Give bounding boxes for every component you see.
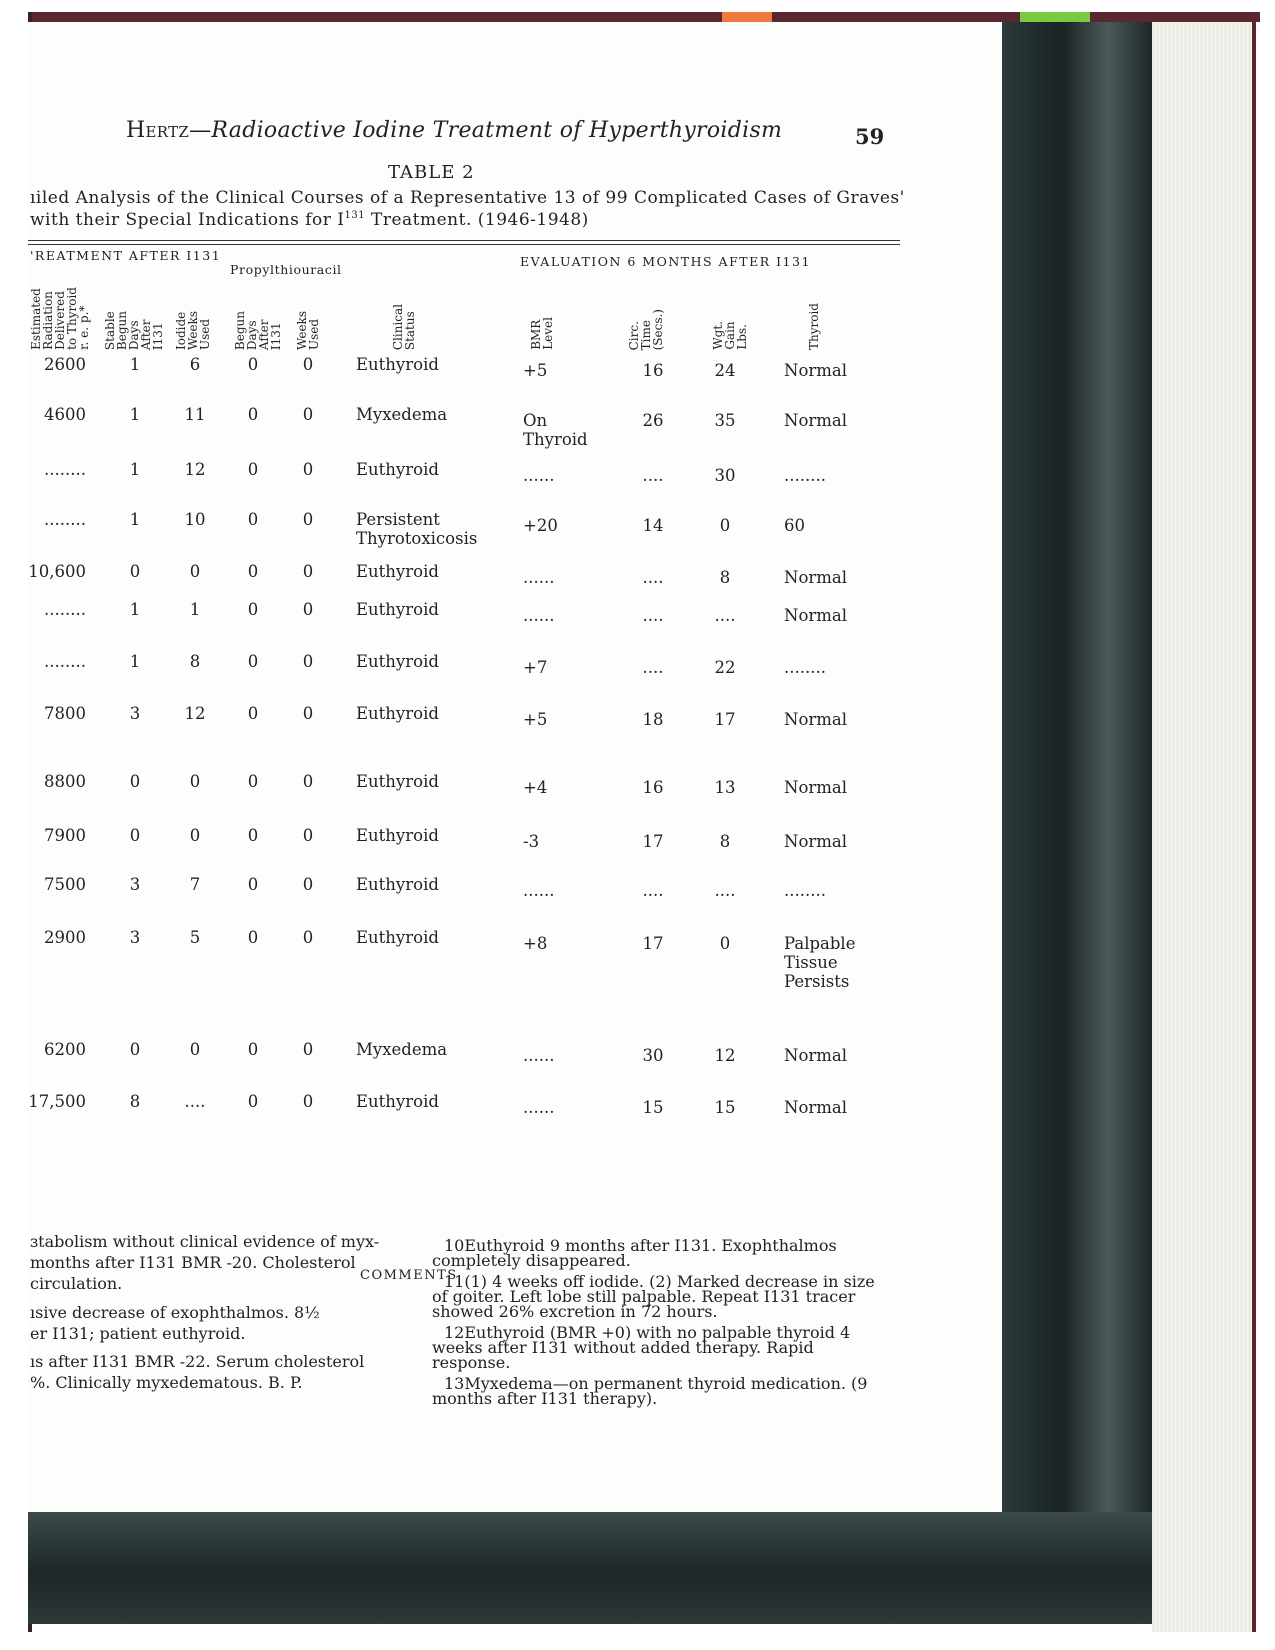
- col-header-iodide: Iodide Weeks Used: [174, 311, 212, 350]
- comment-left-line: months after I131 BMR -20. Cholesterol: [30, 1253, 356, 1272]
- book-spine-shadow: [1002, 22, 1152, 1542]
- cell-thyroid: Normal: [784, 606, 848, 625]
- cell-circ-time: ....: [642, 658, 664, 677]
- cell-radiation: 10,600: [28, 562, 86, 581]
- cell-circ-time: 16: [642, 778, 664, 797]
- cell-prop-weeks: 0: [302, 704, 314, 723]
- cell-prop-begun: 0: [247, 652, 259, 671]
- cell-stable-days: 3: [129, 928, 141, 947]
- comment-left-line: ɜtabolism without clinical evidence of myx-: [30, 1232, 380, 1251]
- col-header-stable: Stable Begun Days After I131: [103, 310, 165, 350]
- cell-prop-weeks: 0: [302, 460, 314, 479]
- cell-weight-gain: ....: [714, 881, 736, 900]
- cell-circ-time: 17: [642, 832, 664, 851]
- col-header-circ-time: Circ. Time (Secs.): [627, 308, 665, 350]
- cell-circ-time: ....: [642, 568, 664, 587]
- cell-clinical-status: Euthyroid: [356, 652, 439, 671]
- cell-radiation: ........: [44, 460, 86, 479]
- cell-radiation: 2600: [44, 355, 86, 374]
- cell-prop-weeks: 0: [302, 355, 314, 374]
- cell-thyroid: Normal: [784, 1046, 848, 1065]
- cell-prop-weeks: 0: [302, 1040, 314, 1059]
- cell-radiation: 8800: [44, 772, 86, 791]
- cell-bmr: ......: [523, 466, 555, 485]
- cell-weight-gain: 8: [719, 832, 731, 851]
- cell-weight-gain: 30: [714, 466, 736, 485]
- group-header-propylthiouracil: Propylthiouracil: [230, 262, 342, 277]
- cell-radiation: 7500: [44, 875, 86, 894]
- table-top-rule-double: [28, 244, 900, 245]
- cell-weight-gain: 8: [719, 568, 731, 587]
- cell-prop-begun: 0: [247, 772, 259, 791]
- cell-iodide-weeks: ....: [184, 1092, 206, 1111]
- comment-note: 12Euthyroid (BMR +0) with no palpable thyroid 4 weeks after I131 without added therapy. Rapid response.: [432, 1323, 851, 1372]
- comment-left-line: circulation.: [30, 1274, 123, 1293]
- table-label: TABLE 2: [388, 162, 475, 183]
- cell-clinical-status: Euthyroid: [356, 355, 439, 374]
- cell-iodide-weeks: 12: [184, 704, 206, 723]
- running-head-separator: —: [189, 118, 212, 143]
- cell-iodide-weeks: 11: [184, 405, 206, 424]
- cell-thyroid: Normal: [784, 778, 848, 797]
- cell-weight-gain: ....: [714, 606, 736, 625]
- table-top-rule: [28, 240, 900, 241]
- caption-text-b: Treatment. (1946-1948): [365, 210, 589, 230]
- cell-clinical-status: Euthyroid: [356, 875, 439, 894]
- cell-stable-days: 0: [129, 826, 141, 845]
- cell-weight-gain: 0: [719, 934, 731, 953]
- cell-bmr: +4: [523, 778, 548, 797]
- cell-circ-time: 14: [642, 516, 664, 535]
- cell-iodide-weeks: 0: [189, 826, 201, 845]
- comment-left-line: er I131; patient euthyroid.: [30, 1324, 246, 1343]
- table-caption-line-1: ıiled Analysis of the Clinical Courses of a Representative 13 of 99 Complicated Cases of Graves': [30, 188, 905, 208]
- cell-bmr: ......: [523, 881, 555, 900]
- comment-note: 13Myxedema—on permanent thyroid medication. (9 months after I131 therapy).: [432, 1374, 868, 1408]
- cell-weight-gain: 12: [714, 1046, 736, 1065]
- cell-iodide-weeks: 0: [189, 562, 201, 581]
- cell-clinical-status: Euthyroid: [356, 704, 439, 723]
- cell-weight-gain: 13: [714, 778, 736, 797]
- cell-prop-weeks: 0: [302, 562, 314, 581]
- book-bottom-shadow: [28, 1512, 1152, 1624]
- cell-prop-weeks: 0: [302, 510, 314, 529]
- cell-clinical-status: Euthyroid: [356, 460, 439, 479]
- comment-note: 11(1) 4 weeks off iodide. (2) Marked decrease in size of goiter. Left lobe still palpable. Repeat I131 tracer showed 26% excretion in 72 hours.: [432, 1272, 875, 1321]
- cell-clinical-status: Persistent Thyrotoxicosis: [356, 510, 478, 548]
- cell-prop-weeks: 0: [302, 928, 314, 947]
- cell-weight-gain: 22: [714, 658, 736, 677]
- cell-weight-gain: 35: [714, 411, 736, 430]
- cell-radiation: 6200: [44, 1040, 86, 1059]
- cell-prop-weeks: 0: [302, 826, 314, 845]
- col-header-weeks: Weeks Used: [295, 311, 321, 350]
- cell-circ-time: 17: [642, 934, 664, 953]
- cell-stable-days: 0: [129, 1040, 141, 1059]
- cell-stable-days: 1: [129, 652, 141, 671]
- cell-prop-weeks: 0: [302, 405, 314, 424]
- cell-prop-weeks: 0: [302, 652, 314, 671]
- cell-stable-days: 1: [129, 460, 141, 479]
- cell-iodide-weeks: 7: [189, 875, 201, 894]
- cell-bmr: +5: [523, 710, 548, 729]
- cell-bmr: +5: [523, 361, 548, 380]
- cell-thyroid: Normal: [784, 710, 848, 729]
- cell-prop-weeks: 0: [302, 772, 314, 791]
- cell-bmr: -3: [523, 832, 540, 851]
- cell-prop-weeks: 0: [302, 600, 314, 619]
- cell-thyroid: Palpable Tissue Persists: [784, 934, 856, 991]
- cell-thyroid: Normal: [784, 361, 848, 380]
- cell-bmr: ......: [523, 1046, 555, 1065]
- cell-circ-time: ....: [642, 466, 664, 485]
- cell-clinical-status: Myxedema: [356, 405, 448, 424]
- cell-stable-days: 1: [129, 510, 141, 529]
- col-header-thyroid: Thyroid: [807, 303, 821, 350]
- caption-text-a: with their Special Indications for I: [30, 210, 345, 230]
- cell-radiation: 4600: [44, 405, 86, 424]
- cell-iodide-weeks: 10: [184, 510, 206, 529]
- cell-iodide-weeks: 8: [189, 652, 201, 671]
- caption-superscript: 131: [344, 210, 366, 221]
- cell-thyroid: Normal: [784, 568, 848, 587]
- cell-stable-days: 1: [129, 355, 141, 374]
- cell-thyroid: Normal: [784, 832, 848, 851]
- cell-clinical-status: Euthyroid: [356, 826, 439, 845]
- cell-prop-begun: 0: [247, 1040, 259, 1059]
- running-head: [126, 118, 782, 143]
- cell-circ-time: 30: [642, 1046, 664, 1065]
- cell-radiation: 7800: [44, 704, 86, 723]
- cell-bmr: ......: [523, 568, 555, 587]
- cell-prop-begun: 0: [247, 704, 259, 723]
- comment-left-line: ıs after I131 BMR -22. Serum cholesterol: [30, 1352, 365, 1371]
- cell-prop-weeks: 0: [302, 1092, 314, 1111]
- cell-clinical-status: Euthyroid: [356, 600, 439, 619]
- cell-clinical-status: Euthyroid: [356, 1092, 439, 1111]
- cell-radiation: 2900: [44, 928, 86, 947]
- cell-iodide-weeks: 0: [189, 1040, 201, 1059]
- cell-bmr: +7: [523, 658, 548, 677]
- group-header-evaluation: EVALUATION 6 MONTHS AFTER I131: [520, 254, 811, 269]
- col-header-bmr: BMR Level: [529, 317, 555, 350]
- comment-notes-right: [432, 1238, 880, 1412]
- page-edges: [1152, 22, 1256, 1632]
- cell-thyroid: ........: [784, 466, 826, 485]
- cell-clinical-status: Euthyroid: [356, 562, 439, 581]
- comment-note: 10Euthyroid 9 months after I131. Exophthalmos completely disappeared.: [432, 1236, 837, 1270]
- col-header-begun: Begun Days After I131: [233, 310, 283, 350]
- cell-clinical-status: Euthyroid: [356, 928, 439, 947]
- page-number: 59: [855, 124, 885, 149]
- comment-left-line: ısive decrease of exophthalmos. 8½: [30, 1303, 320, 1322]
- cell-stable-days: 0: [129, 772, 141, 791]
- col-header-clinical-status: Clinical Status: [391, 303, 417, 350]
- cell-circ-time: 15: [642, 1098, 664, 1117]
- cell-radiation: 7900: [44, 826, 86, 845]
- cell-clinical-status: Myxedema: [356, 1040, 448, 1059]
- cell-bmr: On Thyroid: [523, 411, 588, 449]
- cell-weight-gain: 17: [714, 710, 736, 729]
- cell-prop-begun: 0: [247, 600, 259, 619]
- cell-prop-begun: 0: [247, 875, 259, 894]
- cell-radiation: 17,500: [28, 1092, 86, 1111]
- cell-iodide-weeks: 1: [189, 600, 201, 619]
- cell-circ-time: 18: [642, 710, 664, 729]
- cell-circ-time: ....: [642, 881, 664, 900]
- cell-circ-time: 16: [642, 361, 664, 380]
- cell-circ-time: 26: [642, 411, 664, 430]
- comment-left-line: %. Clinically myxedematous. B. P.: [30, 1373, 303, 1392]
- comments-title: COMMENTS: [360, 1268, 458, 1283]
- cell-weight-gain: 15: [714, 1098, 736, 1117]
- cell-stable-days: 0: [129, 562, 141, 581]
- cell-stable-days: 3: [129, 704, 141, 723]
- cell-stable-days: 1: [129, 600, 141, 619]
- cell-prop-weeks: 0: [302, 875, 314, 894]
- cell-prop-begun: 0: [247, 1092, 259, 1111]
- cell-clinical-status: Euthyroid: [356, 772, 439, 791]
- running-head-author: Hertz: [126, 118, 190, 143]
- cell-bmr: +20: [523, 516, 558, 535]
- cell-bmr: ......: [523, 606, 555, 625]
- cell-iodide-weeks: 0: [189, 772, 201, 791]
- cell-prop-begun: 0: [247, 826, 259, 845]
- cell-prop-begun: 0: [247, 405, 259, 424]
- cell-prop-begun: 0: [247, 510, 259, 529]
- col-header-radiation: Estimated Radiation Delivered to Thyroid r. e. p.*: [29, 287, 91, 350]
- col-header-weight-gain: Wgt. Gain Lbs.: [711, 321, 749, 350]
- cell-radiation: ........: [44, 600, 86, 619]
- cell-prop-begun: 0: [247, 928, 259, 947]
- cell-bmr: +8: [523, 934, 548, 953]
- cell-iodide-weeks: 12: [184, 460, 206, 479]
- table-caption-line-2: [30, 210, 589, 230]
- cell-radiation: ........: [44, 652, 86, 671]
- cell-thyroid: Normal: [784, 1098, 848, 1117]
- cell-iodide-weeks: 6: [189, 355, 201, 374]
- group-header-treatment: 'REATMENT AFTER I131: [30, 248, 222, 263]
- cell-stable-days: 8: [129, 1092, 141, 1111]
- cell-thyroid: Normal: [784, 411, 848, 430]
- cell-prop-begun: 0: [247, 562, 259, 581]
- cell-thyroid: 60: [784, 516, 805, 535]
- cell-stable-days: 1: [129, 405, 141, 424]
- cell-radiation: ........: [44, 510, 86, 529]
- cell-prop-begun: 0: [247, 355, 259, 374]
- cell-iodide-weeks: 5: [189, 928, 201, 947]
- cell-circ-time: ....: [642, 606, 664, 625]
- cell-bmr: ......: [523, 1098, 555, 1117]
- cell-stable-days: 3: [129, 875, 141, 894]
- cell-prop-begun: 0: [247, 460, 259, 479]
- cell-weight-gain: 24: [714, 361, 736, 380]
- cell-thyroid: ........: [784, 658, 826, 677]
- cell-weight-gain: 0: [719, 516, 731, 535]
- cell-thyroid: ........: [784, 881, 826, 900]
- running-head-title: Radioactive Iodine Treatment of Hyperthyroidism: [211, 118, 783, 143]
